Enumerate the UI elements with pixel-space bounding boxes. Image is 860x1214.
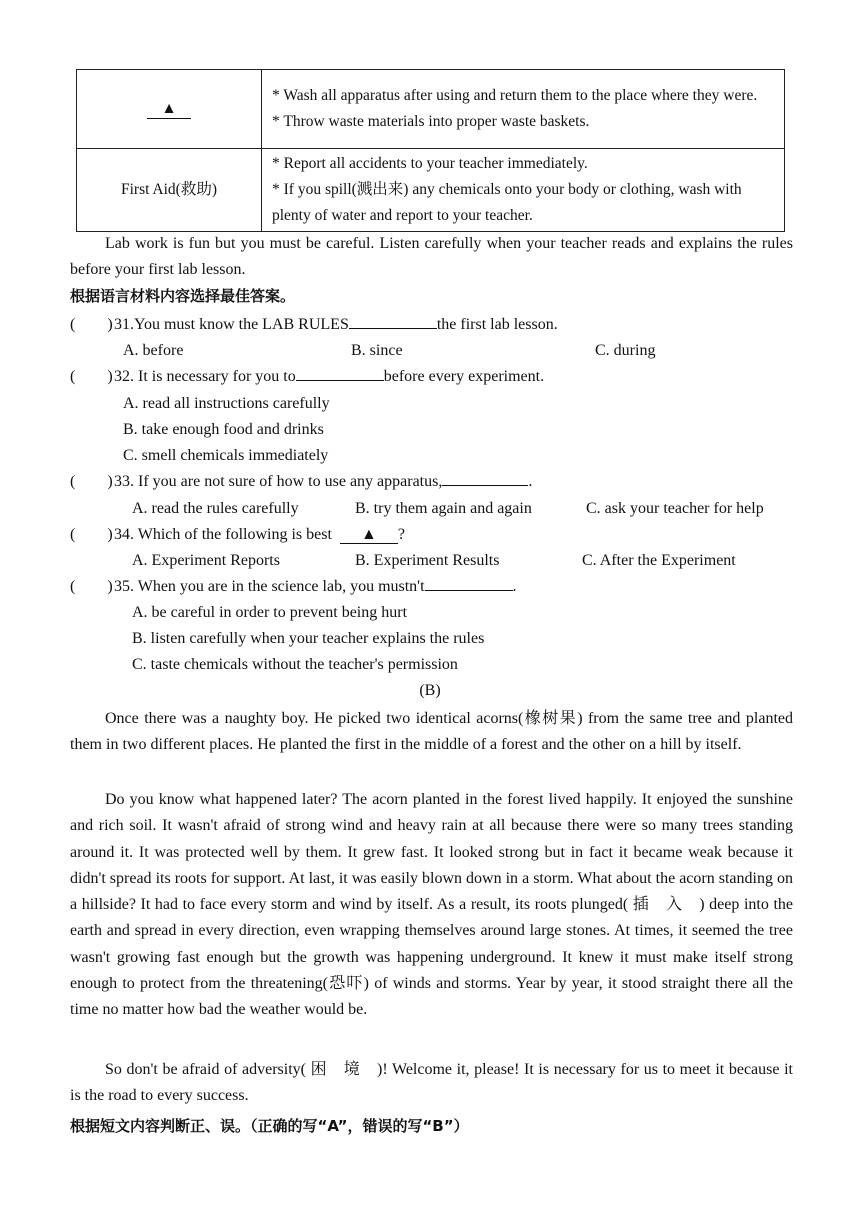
question-text: . (528, 473, 533, 490)
answer-blank: ▲ (147, 100, 190, 119)
option-b: B. take enough food and drinks (123, 421, 324, 438)
question-text: . (512, 578, 517, 595)
answer-blank (425, 590, 513, 591)
table-row (77, 149, 785, 232)
rule-line: * Wash all apparatus after using and return them to the place where they were. (272, 87, 758, 104)
option-c: C. smell chemicals immediately (123, 447, 329, 464)
table-cell-blank (77, 70, 262, 149)
option-a: A. be careful in order to prevent being hurt (132, 604, 408, 621)
question-text: 33. If you are not sure of how to use any apparatus, (114, 473, 443, 490)
answer-paren: ( ) (70, 316, 113, 333)
option-a: A. before (123, 342, 184, 359)
option-b: B. since (351, 342, 403, 359)
question-text: ? (397, 526, 406, 543)
option-a: A. read all instructions carefully (123, 395, 330, 412)
story-paragraph: So don't be afraid of adversity( 困 境 )! Welcome it, please! It is necessary for us to meet it because it is the road to every success. (70, 1061, 793, 1105)
option-c: C. during (595, 342, 656, 359)
story-paragraph: Once there was a naughty boy. He picked two identical acorns(橡树果) from the same tree and planted them in two different places. He planted the first in the middle of a forest and the other on a hill by itself. (70, 710, 793, 754)
first-aid-heading: First Aid(救助) (120, 181, 218, 198)
rule-line: * If you spill(溅出来) any chemicals onto your body or clothing, wash with plenty of water and report to your teacher. (272, 181, 742, 224)
answer-paren: ( ) (70, 526, 113, 543)
closing-paragraph: Lab work is fun but you must be careful. Listen carefully when your teacher reads and explains the rules before your first lab lesson. (70, 235, 793, 279)
answer-paren: ( ) (70, 578, 113, 595)
table-cell-rules (262, 149, 785, 232)
instruction-heading: 根据语言材料内容选择最佳答案。 (70, 287, 296, 305)
answer-blank (296, 380, 384, 381)
question-34 (70, 525, 405, 545)
question-32 (70, 367, 544, 387)
lab-rules-table (76, 69, 785, 232)
rule-line: * Throw waste materials into proper waste baskets. (272, 113, 590, 130)
question-text: before every experiment. (383, 368, 545, 385)
option-b: B. try them again and again (355, 500, 532, 517)
option-a: A. Experiment Reports (132, 552, 280, 569)
question-text: 32. It is necessary for you to (114, 368, 296, 385)
instruction-heading: 根据短文内容判断正、误。（正确的写“A”，错误的写“B”） (70, 1117, 469, 1135)
question-text: 35. When you are in the science lab, you mustn't (114, 578, 425, 595)
answer-blank: ▲ (340, 527, 398, 544)
question-31 (70, 315, 558, 335)
question-text: the first lab lesson. (436, 316, 558, 333)
option-b: B. listen carefully when your teacher explains the rules (132, 630, 485, 647)
answer-blank (442, 485, 528, 486)
option-a: A. read the rules carefully (132, 500, 299, 517)
option-c: C. ask your teacher for help (586, 500, 764, 517)
question-33 (70, 472, 532, 492)
answer-blank (349, 328, 437, 329)
question-text: 34. Which of the following is best (114, 526, 332, 543)
option-c: C. After the Experiment (582, 552, 736, 569)
table-cell-heading (77, 149, 262, 232)
story-paragraph: Do you know what happened later? The acorn planted in the forest lived happily. It enjoyed the sunshine and rich soil. It wasn't afraid of strong wind and heavy rain at all because there were so many trees standing around it. It was protected well by them. It grew fast. It looked strong but in fact it became weak because it didn't spread its roots for support. At last, it was easily blown down in a storm. What about the acorn standing on a hillside? It had to face every storm and wind by itself. As a result, its roots plunged( 插 入 ) deep into the earth and spread in every direction, even wrapping themselves around large stones. At times, it seemed the tree wasn't growing fast enough but the growth was happening underground. It knew it must make itself strong enough to protect from the threatening(恐吓) of winds and storms. Year by year, it stood straight there all the time no matter how bad the weather would be. (70, 791, 793, 1019)
rule-line: * Report all accidents to your teacher immediately. (272, 155, 588, 172)
table-cell-rules (262, 70, 785, 149)
table-row (77, 70, 785, 149)
question-text: 31.You must know the LAB RULES (114, 316, 349, 333)
option-c: C. taste chemicals without the teacher's permission (132, 656, 458, 673)
option-b: B. Experiment Results (355, 552, 500, 569)
section-b-heading: (B) (419, 682, 441, 699)
answer-paren: ( ) (70, 368, 113, 385)
answer-paren: ( ) (70, 473, 113, 490)
question-35 (70, 577, 517, 597)
